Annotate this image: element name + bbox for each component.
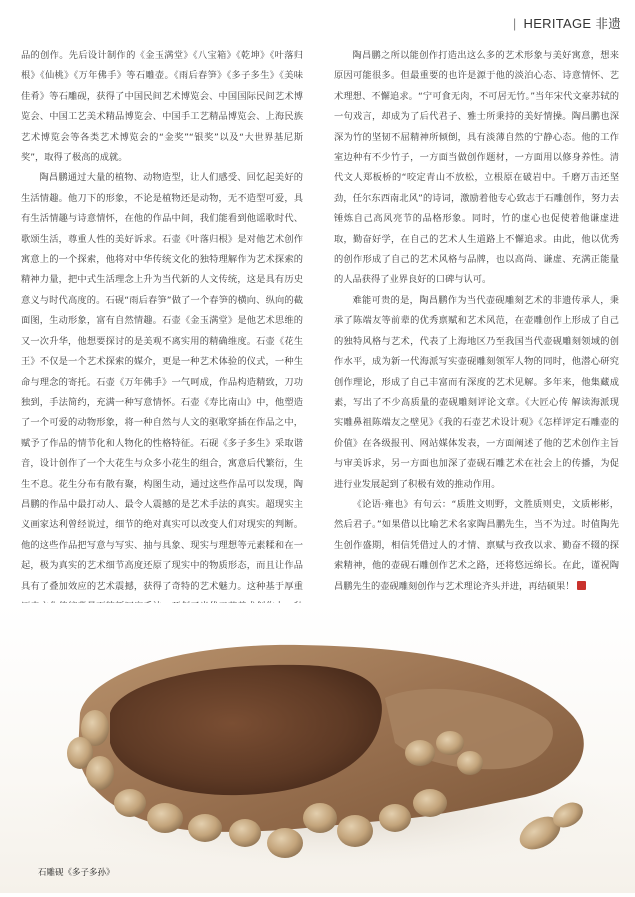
inkstone-photo — [0, 603, 635, 893]
header-section: 非遗 — [595, 16, 621, 31]
running-header — [513, 14, 621, 32]
photo-caption: 石雕砚《多子多孙》 — [38, 868, 115, 878]
right-paragraph-3 — [334, 495, 619, 597]
end-mark-icon — [577, 581, 586, 590]
inkstone-illustration — [0, 603, 635, 893]
right-paragraph-3-text: 《论语·雍也》有句云：“质胜文则野，文胜质则史，文质彬彬，然后君子。”如果借以比喻艺术名家陶昌鹏先生，当不为过。时值陶先生创作盛期，相信凭借过人的才情、禀赋与孜孜以求、勤奋不辍的探索精神，他的壶砚石雕创作艺术之路，还将悠远绵长。在此，谨祝陶昌鹏先生的壶砚雕刻创作与艺术理论齐头并进，再结硕果！ — [334, 498, 619, 592]
left-paragraph-2: 陶昌鹏通过大量的植物、动物造型，让人们感受、回忆起美好的生活情趣。他刀下的形象，不论是植物还是动物，无不造型可爱，具有生活情趣与诗意情怀，在他的作品中间，我们能看到他谣歌时代、歌颂生活，尊重人性的美好诉求。石壶《叶落归根》是对他艺术创作寓意上的一个探索，他将对中华传统文化的独特理解作为艺术探索的精神力量，把中式生活理念上升为当代新的人文传统，这是具有历史意义与时代高度的。石砚“雨后春笋”做了一个春笋的横向、纵向的截面图，生动形象，富有自然情趣。石壶《金玉满堂》是他艺术思维的又一次升华，他想要探讨的是美观不离实用的精确维度。石壶《花生王》不仅是一个艺术探索的媒介，更是一种艺术体验的仪式，一种生命与理念的寄托。石壶《万年佛手》一气呵成，作品构造精致，刀功独到，手法简约，充满一种写意情怀。石壶《寿比南山》中，他塑造了一个可爱的动物形象，将一种自然与人文的驱歌穿插在作品之中，赋予了作品的情节化和人物化的性格特征。石砚《多子多生》采取谐音，设计创作了一个大花生与众多小花生的组合，寓意后代繁衍，生生不息。花生分布有散有聚，构图生动，通过这些作品可以发现，陶昌鹏的作品中最打动人、最令人震撼的是艺术手法的真实。超现实主义画家达利曾经说过，细节的绝对真实可以改变人们对现实的判断。他的这些作品把写意与写实、抽与具象、现实与理想等元素糅和在一起，极为真实的艺术细节高度还原了现实中的物质形态，而且让作品具有了叠加效应的艺术震撼，获得了奇特的艺术魅力。这种基于厚重 — [21, 172, 303, 592]
left-column — [21, 46, 303, 638]
right-paragraph-1: 陶昌鹏之所以能创作打造出这么多的艺术形象与美好寓意，想来原因可能很多。但最重要的也许是源于他的淡泊心态、诗意情怀、艺术理想、不懈追求。“宁可食无肉，不可居无竹。”当年宋代文豪苏轼的一句戏言，却成为了后代君子、雅士所秉持的美好情操。陶昌鹏也深深为竹的坚韧不屈精神所倾倒，具有淡薄自然的宁静心态。他的工作室边种有不少竹子，一方面当做创作题材，一方面用以修身养性。清代文人郑板桥的“咬定青山不放松，立根原在破岩中。千磨万击还坚劲，任尔东西南北风”的诗词，激励着他专心致志于石雕创作，努力去锤炼自己高风亮节的品格形象。同时，竹的虚心也促使着他谦虚进取，勤奋好学，在自己的艺术人生道路上不懈追求。由此，他以优秀的创作形成了自己的艺术风格与品牌，也以高尚、谦虚、充满正能量的人品获得了业界良好的口碑与认可。 — [334, 50, 619, 286]
right-paragraph-2: 难能可贵的是，陶昌鹏作为当代壶砚雕刻艺术的非遗传承人，秉承了陈端友等前辈的优秀禀赋和艺术风范，在壶雕创作上形成了自己的独特风格与艺术，代表了上海地区乃至我国当代壶砚雕刻领域的创作水平，成为新一代海派写实壶砚雕刻领军人物的同时，他潜心研究创作理论，形成了自己丰富而有深度的艺术见解。多年来，他集藏成素，写出了不少高质量的壶砚雕刻评论文章。《大匠心传 解读海派现实雕鼻祖陈端友之壁见》《我的石壶艺术设计观》《怎样评定石雕壶的价值》在各级报刊、网站媒体发表，一方面阐述了他的艺术创作主旨与审美诉求，另一方面也加深了壶砚石雕艺术在社会上的传播，为促进行业发展起到了积极有效的推动作用。 — [334, 294, 619, 490]
left-paragraph-1: 品的创作。先后设计制作的《金玉满堂》《八宝箱》《乾坤》《叶落归根》《仙桃》《万年佛手》等石雕壶。《雨后春笋》《多子多生》《美味佳肴》等石雕砚，获得了中国民间艺术博览会、中国国际民间艺术博览会、中国工艺美术精品博览会、中国手工艺精品博览会、上海民族艺术博览会等各类艺术博览会的“金奖”“银奖”以及“大世界基尼斯奖”，取得了极高的成就。 — [21, 50, 303, 164]
header-divider: | — [512, 15, 517, 31]
right-column — [334, 46, 619, 597]
header-brand: HERITAGE — [523, 15, 592, 31]
